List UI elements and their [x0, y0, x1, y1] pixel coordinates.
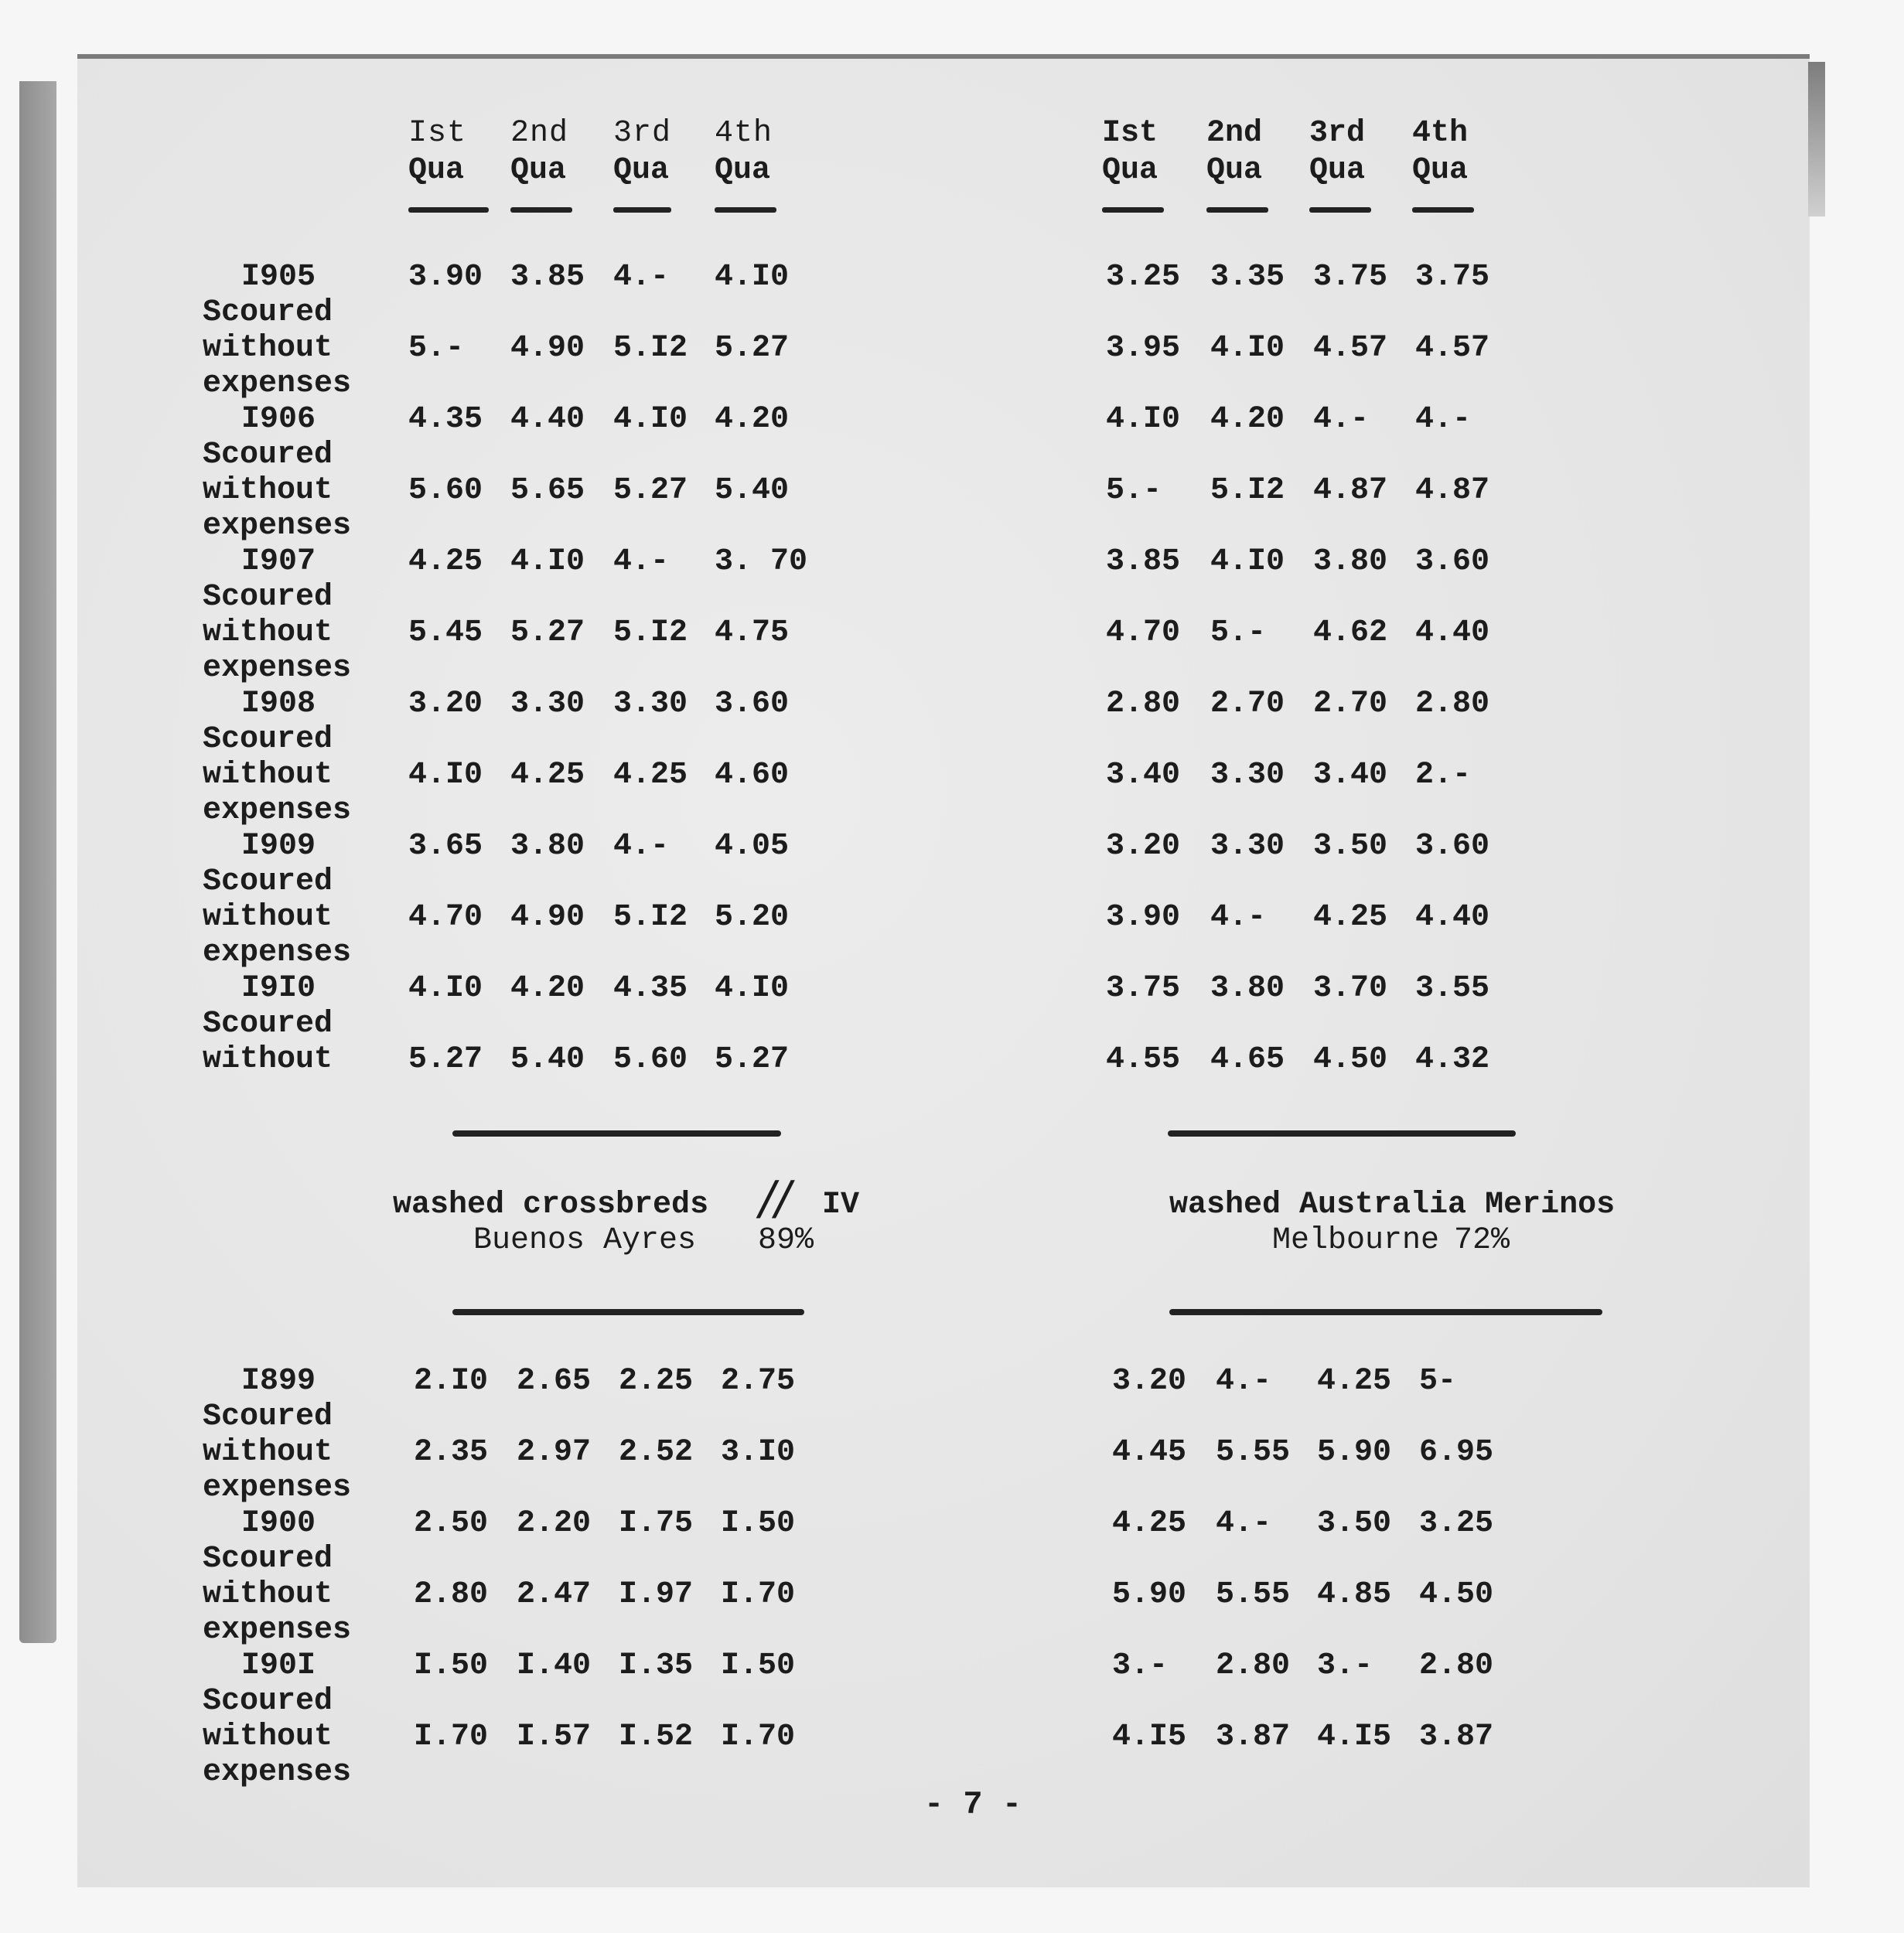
price-cell: 2.20	[517, 1506, 592, 1541]
price-cell: 5.I2	[613, 900, 688, 935]
price-cell: 2.80	[1419, 1648, 1494, 1683]
quarter-header-1: Ist	[408, 116, 467, 151]
price-cell: 4.25	[1313, 900, 1388, 935]
price-cell: 3. 70	[715, 544, 808, 579]
price-cell: 4.-	[1216, 1506, 1272, 1541]
quarter-header-2: 2nd	[510, 116, 569, 151]
price-cell: I.35	[619, 1648, 694, 1683]
price-cell: 4.25	[613, 758, 688, 793]
price-cell: 3.75	[1415, 260, 1490, 295]
price-cell: 4.-	[613, 260, 670, 295]
price-cell: 5.-	[1106, 473, 1162, 508]
header-underline	[1206, 207, 1268, 213]
price-cell: I.97	[619, 1577, 694, 1612]
price-cell: 5.-	[1210, 615, 1267, 650]
price-cell: 3.50	[1317, 1506, 1392, 1541]
row-description: expenses	[203, 1613, 352, 1648]
price-cell: 3.87	[1419, 1720, 1494, 1754]
price-cell: 3.95	[1106, 331, 1181, 366]
row-description: expenses	[203, 936, 352, 970]
row-description: without	[203, 758, 333, 793]
price-cell: 3.75	[1313, 260, 1388, 295]
price-cell: 5.65	[510, 473, 585, 508]
price-cell: 3.55	[1415, 971, 1490, 1006]
quarter-header-1-qua: Qua	[1102, 153, 1158, 188]
price-cell: I.50	[414, 1648, 489, 1683]
price-cell: 2.80	[414, 1577, 489, 1612]
row-description: expenses	[203, 793, 352, 828]
price-cell: 3.60	[715, 687, 790, 721]
quarter-header-2-qua: Qua	[510, 153, 567, 188]
price-cell: 3.30	[1210, 758, 1285, 793]
quarter-header-1-qua: Qua	[408, 153, 465, 188]
header-underline	[1309, 207, 1371, 213]
price-cell: 2.I0	[414, 1364, 489, 1399]
quarter-header-2: 2nd	[1206, 116, 1263, 151]
price-cell: 3.85	[1106, 544, 1181, 579]
scan-edge-shadow-left	[19, 81, 56, 1643]
price-cell: 3.80	[510, 829, 585, 864]
price-cell: 4.I0	[613, 402, 688, 437]
price-cell: 4.I0	[1106, 402, 1181, 437]
quarter-header-3: 3rd	[1309, 116, 1366, 151]
price-cell: 3.25	[1106, 260, 1181, 295]
price-cell: 3.60	[1415, 544, 1490, 579]
price-cell: 4.20	[1210, 402, 1285, 437]
price-cell: I.50	[721, 1506, 796, 1541]
price-cell: 5.27	[408, 1042, 483, 1077]
row-description: expenses	[203, 1471, 352, 1505]
year-label: I905	[241, 260, 316, 295]
price-cell: 5.27	[715, 1042, 790, 1077]
price-cell: 4.-	[1313, 402, 1370, 437]
header-underline	[1412, 207, 1474, 213]
row-description: without	[203, 1042, 333, 1077]
price-cell: 3.85	[510, 260, 585, 295]
section-title-right-text: washed Australia Merinos	[1169, 1188, 1616, 1222]
row-description: Scoured	[203, 864, 333, 899]
price-cell: 4.50	[1313, 1042, 1388, 1077]
price-cell: 4.I0	[1210, 544, 1285, 579]
row-description: Scoured	[203, 1007, 333, 1042]
price-cell: 2.80	[1216, 1648, 1291, 1683]
price-cell: 3.90	[1106, 900, 1181, 935]
price-cell: 4.70	[408, 900, 483, 935]
header-underline	[510, 207, 572, 213]
price-cell: 2.-	[1415, 758, 1472, 793]
price-cell: 3.20	[408, 687, 483, 721]
price-cell: I.70	[721, 1577, 796, 1612]
quarter-header-2-qua: Qua	[1206, 153, 1263, 188]
section-subtitle-left: Buenos Ayres	[473, 1223, 697, 1258]
price-cell: 4.55	[1106, 1042, 1181, 1077]
price-cell: 3.25	[1419, 1506, 1494, 1541]
price-cell: 3.-	[1112, 1648, 1169, 1683]
price-cell: 2.70	[1313, 687, 1388, 721]
price-cell: 4.I0	[1210, 331, 1285, 366]
handwritten-mark: //	[759, 1171, 791, 1226]
price-cell: 4.35	[613, 971, 688, 1006]
price-cell: 2.65	[517, 1364, 592, 1399]
price-cell: 2.80	[1415, 687, 1490, 721]
price-cell: 4.-	[1216, 1364, 1272, 1399]
quarter-header-3: 3rd	[613, 116, 672, 151]
row-description: Scoured	[203, 1399, 333, 1434]
quarter-header-1: Ist	[1102, 116, 1158, 151]
price-cell: 5.27	[715, 331, 790, 366]
row-description: without	[203, 900, 333, 935]
year-label: I9I0	[241, 971, 316, 1006]
price-cell: 4.20	[715, 402, 790, 437]
row-description: Scoured	[203, 1684, 333, 1719]
price-cell: 2.52	[619, 1435, 694, 1470]
section-subtitle-right: Melbourne	[1272, 1223, 1440, 1258]
price-cell: 3.87	[1216, 1720, 1291, 1754]
section-rule-left-top	[452, 1130, 781, 1137]
price-cell: 5.20	[715, 900, 790, 935]
row-description: without	[203, 331, 333, 366]
quarter-header-4: 4th	[715, 116, 773, 151]
row-description: without	[203, 1720, 333, 1754]
section-rule-right-bottom	[1169, 1309, 1602, 1315]
price-cell: 4.60	[715, 758, 790, 793]
price-cell: 5.-	[408, 331, 465, 366]
year-label: I907	[241, 544, 316, 579]
price-cell: 2.35	[414, 1435, 489, 1470]
price-cell: 3.I0	[721, 1435, 796, 1470]
price-cell: I.70	[721, 1720, 796, 1754]
price-cell: 4.40	[1415, 900, 1490, 935]
price-cell: 4.I5	[1317, 1720, 1392, 1754]
price-cell: 4.87	[1313, 473, 1388, 508]
price-cell: 4.-	[613, 829, 670, 864]
price-cell: 3.80	[1313, 544, 1388, 579]
price-cell: 4.90	[510, 900, 585, 935]
price-cell: 3.75	[1106, 971, 1181, 1006]
row-description: Scoured	[203, 295, 333, 330]
price-cell: 4.05	[715, 829, 790, 864]
price-cell: 5.60	[613, 1042, 688, 1077]
scan-edge-shadow-right	[1808, 62, 1825, 216]
row-description: expenses	[203, 366, 352, 401]
price-cell: 3.30	[1210, 829, 1285, 864]
section-title-left-text: washed crossbreds	[393, 1188, 709, 1222]
price-cell: 4.90	[510, 331, 585, 366]
row-description: without	[203, 615, 333, 650]
price-cell: I.70	[414, 1720, 489, 1754]
header-underline	[613, 207, 671, 213]
price-cell: I.40	[517, 1648, 592, 1683]
price-cell: 4.50	[1419, 1577, 1494, 1612]
price-cell: 4.-	[1210, 900, 1267, 935]
price-cell: 3.20	[1106, 829, 1181, 864]
price-cell: 4.35	[408, 402, 483, 437]
price-cell: I.57	[517, 1720, 592, 1754]
price-cell: 4.I0	[408, 758, 483, 793]
header-underline	[1102, 207, 1164, 213]
price-cell: 5-	[1419, 1364, 1457, 1399]
row-description: without	[203, 1577, 333, 1612]
price-cell: 5.40	[715, 473, 790, 508]
price-cell: 3.20	[1112, 1364, 1187, 1399]
year-label: I908	[241, 687, 316, 721]
price-cell: 5.27	[510, 615, 585, 650]
price-cell: 5.55	[1216, 1577, 1291, 1612]
price-cell: 4.40	[1415, 615, 1490, 650]
price-cell: 4.57	[1415, 331, 1490, 366]
price-cell: 4.-	[613, 544, 670, 579]
price-cell: 4.87	[1415, 473, 1490, 508]
row-description: without	[203, 473, 333, 508]
quarter-header-4: 4th	[1412, 116, 1469, 151]
price-cell: 5.I2	[613, 615, 688, 650]
section-rule-right-top	[1168, 1130, 1516, 1137]
price-cell: 2.47	[517, 1577, 592, 1612]
quarter-header-4-qua: Qua	[715, 153, 771, 188]
section-title-left-mark: IV	[822, 1188, 860, 1222]
row-description: Scoured	[203, 722, 333, 757]
price-cell: 3.30	[510, 687, 585, 721]
row-description: Scoured	[203, 438, 333, 472]
price-cell: 2.50	[414, 1506, 489, 1541]
year-label: I90I	[241, 1648, 316, 1683]
row-description: expenses	[203, 509, 352, 544]
price-cell: 3.30	[613, 687, 688, 721]
row-description: Scoured	[203, 580, 333, 615]
price-cell: 4.70	[1106, 615, 1181, 650]
price-cell: 4.32	[1415, 1042, 1490, 1077]
price-cell: 4.62	[1313, 615, 1388, 650]
year-label: I906	[241, 402, 316, 437]
row-description: expenses	[203, 651, 352, 686]
price-cell: 3.-	[1317, 1648, 1373, 1683]
price-cell: 5.45	[408, 615, 483, 650]
price-cell: 4.20	[510, 971, 585, 1006]
price-cell: I.52	[619, 1720, 694, 1754]
year-label: I909	[241, 829, 316, 864]
price-cell: 4.25	[1112, 1506, 1187, 1541]
price-cell: 2.25	[619, 1364, 694, 1399]
price-cell: 5.27	[613, 473, 688, 508]
quarter-header-3-qua: Qua	[613, 153, 670, 188]
price-cell: I.75	[619, 1506, 694, 1541]
price-cell: 6.95	[1419, 1435, 1494, 1470]
row-description: without	[203, 1435, 333, 1470]
price-cell: 5.40	[510, 1042, 585, 1077]
price-cell: 4.75	[715, 615, 790, 650]
quarter-header-4-qua: Qua	[1412, 153, 1469, 188]
price-cell: 2.80	[1106, 687, 1181, 721]
price-cell: 5.55	[1216, 1435, 1291, 1470]
page-number: - 7 -	[924, 1786, 1022, 1823]
price-cell: 5.I2	[613, 331, 688, 366]
price-cell: 5.90	[1112, 1577, 1187, 1612]
price-cell: 4.I5	[1112, 1720, 1187, 1754]
price-cell: 4.65	[1210, 1042, 1285, 1077]
price-cell: I.50	[721, 1648, 796, 1683]
price-cell: 2.70	[1210, 687, 1285, 721]
price-cell: 4.I0	[715, 260, 790, 295]
price-cell: 4.I0	[715, 971, 790, 1006]
price-cell: 4.25	[408, 544, 483, 579]
year-label: I899	[241, 1364, 316, 1399]
year-label: I900	[241, 1506, 316, 1541]
section-percent-right: 72%	[1454, 1223, 1510, 1258]
price-cell: 4.40	[510, 402, 585, 437]
price-cell: 4.I0	[408, 971, 483, 1006]
quarter-header-3-qua: Qua	[1309, 153, 1366, 188]
row-description: Scoured	[203, 1542, 333, 1577]
price-cell: 5.I2	[1210, 473, 1285, 508]
price-cell: 3.90	[408, 260, 483, 295]
price-cell: 3.65	[408, 829, 483, 864]
price-cell: 3.40	[1313, 758, 1388, 793]
price-cell: 5.60	[408, 473, 483, 508]
header-underline	[408, 207, 489, 213]
price-cell: 3.50	[1313, 829, 1388, 864]
header-underline	[715, 207, 776, 213]
price-cell: 4.-	[1415, 402, 1472, 437]
price-cell: 4.I0	[510, 544, 585, 579]
price-cell: 4.85	[1317, 1577, 1392, 1612]
price-cell: 2.97	[517, 1435, 592, 1470]
price-cell: 4.25	[1317, 1364, 1392, 1399]
price-cell: 3.80	[1210, 971, 1285, 1006]
row-description: expenses	[203, 1755, 352, 1790]
section-rule-left-bottom	[452, 1309, 804, 1315]
price-cell: 4.57	[1313, 331, 1388, 366]
section-percent-left: 89%	[758, 1223, 814, 1258]
price-cell: 3.35	[1210, 260, 1285, 295]
price-cell: 3.60	[1415, 829, 1490, 864]
price-cell: 2.75	[721, 1364, 796, 1399]
price-cell: 3.40	[1106, 758, 1181, 793]
price-cell: 4.45	[1112, 1435, 1187, 1470]
price-cell: 5.90	[1317, 1435, 1392, 1470]
price-cell: 4.25	[510, 758, 585, 793]
price-cell: 3.70	[1313, 971, 1388, 1006]
